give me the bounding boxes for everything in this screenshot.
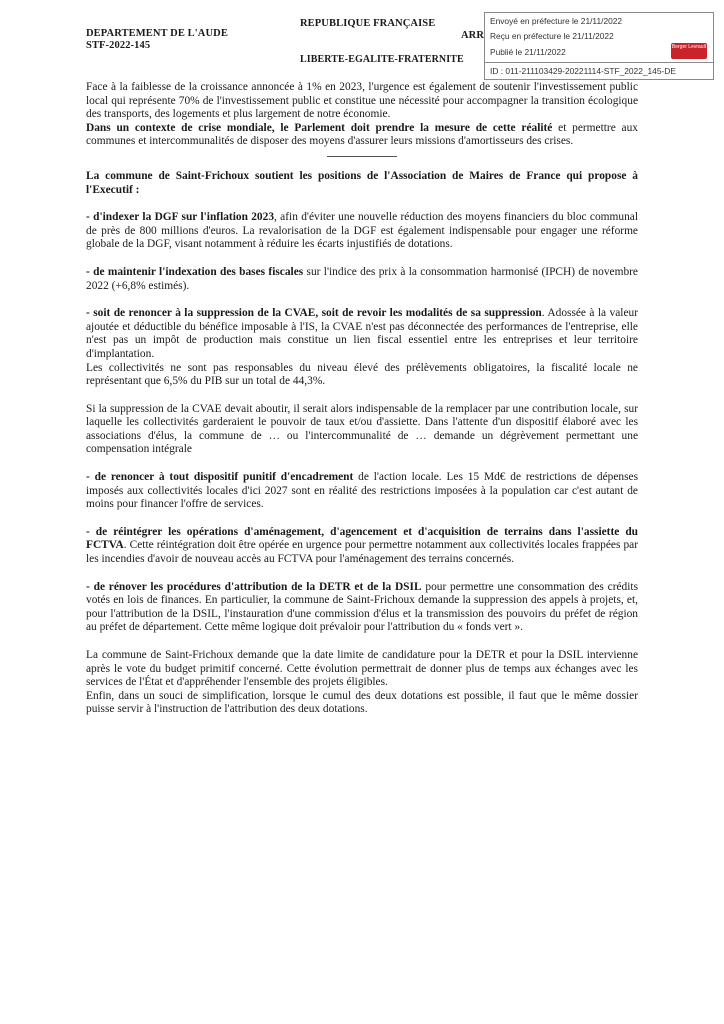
- paragraph-growth: Face à la faiblesse de la croissance annoncée à 1% en 2023, l'urgence est également de soutenir l'investissement public local qui représente 70% de l'investissement public et constitue une nécessité pour accompagner la transition écologique des transports, des logements et plus largement de notre économie.: [86, 81, 638, 121]
- paragraph-fiscal-bases: - de maintenir l'indexation des bases fiscales sur l'indice des prix à la consommation harmonisé (IPCH) de novembre 2022 (+6,8% estimés).: [86, 265, 638, 292]
- document-body: [86, 81, 638, 717]
- paragraph-crisis: Dans un contexte de crise mondiale, le Parlement doit prendre la mesure de cette réalité et permettre aux communes et intercommunalités de disposer des moyens d'assurer leurs missions d'amortisseurs des crises.: [86, 121, 638, 148]
- department-name: DEPARTEMENT DE L'AUDE: [86, 28, 228, 39]
- republic-header: REPUBLIQUE FRANÇAISE: [300, 18, 436, 29]
- stamp-published: Publié le 21/11/2022: [490, 47, 566, 57]
- berger-levrault-logo-icon: Berger Levrault: [671, 43, 707, 59]
- paragraph-encadrement: - de renoncer à tout dispositif punitif d'encadrement de l'action locale. Les 15 Md€ de restrictions de dépenses imposés aux collectivités locales d'ici 2027 sont en réalité des restrictions imposées à la population car c'est autant de moins pour financer l'offre de services.: [86, 471, 639, 511]
- paragraph-detr-dsil: - de rénover les procédures d'attribution de la DETR et de la DSIL pour permettre une consommation des crédits votés en lois de finances. En particulier, la commune de Saint-Frichoux demande la suppression des appels à projets, et, pour l'attribution de la DSIL, l'instauration d'une commission d'élus et la transmission des pouvoirs du préfet de région au préfet de département. Cette même logique doit prévaloir pour l'attribution du « fonds vert ».: [86, 580, 639, 634]
- paragraph-cvae: - soit de renoncer à la suppression de la CVAE, soit de revoir les modalités de sa suppression. Adossée à la valeur ajoutée et déductible du bénéfice imposable à l'IS, la CVAE n'est pas déconnectée des performances de l'entreprise, elle n'est pas un impôt de production mais constitue un lien fiscal essentiel entre les entreprises et leur territoire d'implantation.: [86, 307, 638, 360]
- stamp-id: ID : 011-211103429-20221114-STF_2022_145-DE: [485, 62, 713, 79]
- prefecture-stamp: [484, 12, 714, 80]
- department-header: [86, 28, 228, 52]
- paragraph-collectivites: Les collectivités ne sont pas responsables du niveau élevé des prélèvements obligatoires, la fiscalité locale ne représentant que 6,5% du PIB sur un total de 44,3%.: [86, 361, 638, 388]
- separator-line: [327, 156, 397, 157]
- paragraph-simplification: Enfin, dans un souci de simplification, lorsque le cumul des deux dotations est possible, il faut que le même dossier puisse servir à l'instruction de l'attribution des deux dotations.: [86, 689, 638, 716]
- stamp-received: Reçu en préfecture le 21/11/2022: [490, 31, 614, 41]
- paragraph-commune-position: La commune de Saint-Frichoux soutient les positions de l'Association de Maires de France qui propose à l'Executif :: [86, 169, 638, 196]
- arrondissement-header-cut: ARR: [461, 30, 485, 41]
- paragraph-fctva: - de réintégrer les opérations d'aménagement, d'agencement et d'acquisition de terrains dans l'assiette du FCTVA. Cette réintégration doit être opérée en urgence pour permettre notamment aux collectivités locales frappées par les incendies d'avoir de nouveau accès au FCTVA pour l'aménagement des terrains concernés.: [86, 525, 638, 566]
- document-reference: STF-2022-145: [86, 40, 151, 51]
- stamp-sent: Envoyé en préfecture le 21/11/2022: [490, 16, 623, 26]
- paragraph-date-limite: La commune de Saint-Frichoux demande que la date limite de candidature pour la DETR et pour la DSIL intervienne après le vote du budget primitif concerné. Cette évolution permettrait de donner plus de temps aux échanges avec les services de l'État et d'appréhender l'ensemble des projets éligibles.: [86, 649, 638, 689]
- paragraph-dgf: - d'indexer la DGF sur l'inflation 2023, afin d'éviter une nouvelle réduction des moyens financiers du bloc communal de près de 800 millions d'euros. La revalorisation de la DGF est également indispensable pour engager une réforme globale de la DGF, visant notamment à réduire les écarts injustifiés de dotations.: [86, 211, 638, 251]
- paragraph-cvae-compensation: Si la suppression de la CVAE devait aboutir, il serait alors indispensable de la remplacer par une contribution locale, sur laquelle les collectivités garderaient le pouvoir de taux et/ou d'assiette. Dans l'attente d'un dispositif élaboré avec les associations d'élus, la commune de … ou l'intercommunalité de … demande un dégrèvement permettant une compensation intégrale: [86, 402, 638, 456]
- motto-header: LIBERTE-EGALITE-FRATERNITE: [300, 54, 464, 65]
